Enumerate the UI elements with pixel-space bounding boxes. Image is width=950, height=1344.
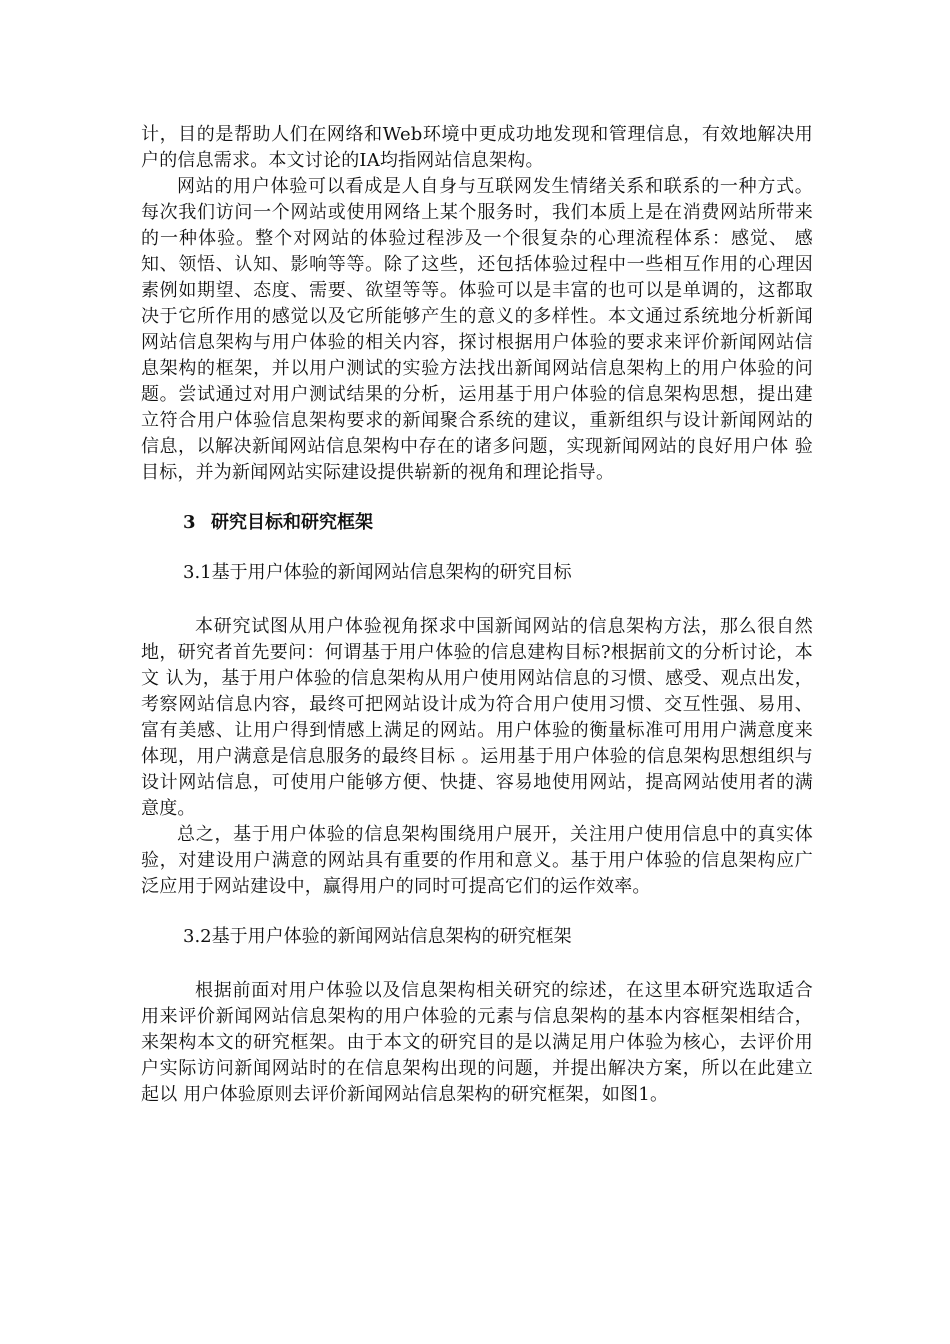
paragraph-user-experience: 网站的用户体验可以看成是人自身与互联网发生情绪关系和联系的一种方式。每次我们访问一个网站或使用网络上某个服务时，我们本质上是在消费网站所带来的一种体验。整个对网站的体验过程涉及一个很复杂的心理流程体系：感觉、 感知、领悟、认知、影响等等。除了这些，还包括体验过程中一些相互作用的心理因素例如期望、态度、需要、欲望等等。体验可以是丰富的也可以是单调的，这都取决于它所作用的感觉以及它所能够产生的意义的多样性。本文通过系统地分析新闻网站信息架构与用户体验的相关内容，探讨根据用户体验的要求来评价新闻网站信息架构的框架，并以用户测试的实验方法找出新闻网站信息架构上的用户体验的问题。尝试通过对用户测试结果的分析，运用基于用户体验的信息架构思想，提出建立符合用户体验信息架构要求的新闻聚合系统的建议，重新组织与设计新闻网站的信息，以解决新闻网站信息架构中存在的诸多问题，实现新闻网站的良好用户体 验目标，并为新闻网站实际建设提供崭新的视角和理论指导。 xyxy=(141,176,813,483)
paragraph-summary: 总之，基于用户体验的信息架构围绕用户展开，关注用户使用信息中的真实体验，对建设用户满意的网站具有重要的作用和意义。基于用户体验的信息架构应广泛应用于网站建设中，赢得用户的同时可提高它们的运作效率。 xyxy=(141,824,813,897)
spacer xyxy=(141,900,813,924)
section-title: 研究目标和研究框架 xyxy=(211,512,373,533)
section-heading-3 xyxy=(141,510,813,536)
spacer xyxy=(141,486,813,510)
subsection-heading-3-2: 3.2基于用户体验的新闻网站信息架构的研究框架 xyxy=(183,926,572,947)
section-number: 3 xyxy=(183,512,196,533)
spacer xyxy=(141,536,813,560)
spacer xyxy=(141,586,813,614)
paragraph-research-framework: 根据前面对用户体验以及信息架构相关研究的综述，在这里本研究选取适合用来评价新闻网站信息架构的用户体验的元素与信息架构的基本内容框架相结合，来架构本文的研究框架。由于本文的研究目的是以满足用户体验为核心，去评价用户实际访问新闻网站时的在信息架构出现的问题，并提出解决方案，所以在此建立起以 用户体验原则去评价新闻网站信息架构的研究框架，如图1。 xyxy=(141,980,813,1105)
document-page xyxy=(141,122,813,1108)
spacer xyxy=(141,950,813,978)
subsection-heading-3-1: 3.1基于用户体验的新闻网站信息架构的研究目标 xyxy=(183,562,572,583)
paragraph-ia-definition: 计，目的是帮助人们在网络和Web环境中更成功地发现和管理信息，有效地解决用户的信息需求。本文讨论的IA均指网站信息架构。 xyxy=(141,124,813,171)
paragraph-research-goal: 本研究试图从用户体验视角探求中国新闻网站的信息架构方法，那么很自然地，研究者首先要问：何谓基于用户体验的信息建构目标?根据前文的分析讨论，本文 认为，基于用户体验的信息架构从用户使用网站信息的习惯、感受、观点出发，考察网站信息内容，最终可把网站设计成为符合用户使用习惯、交互性强、易用、富有美感、让用户得到情感上满足的网站。用户体验的衡量标准可用用户满意度来体现，用户满意是信息服务的最终目标 。运用基于用户体验的信息架构思想组织与设计网站信息，可使用户能够方便、快捷、容易地使用网站，提高网站使用者的满意度。 xyxy=(141,616,813,819)
